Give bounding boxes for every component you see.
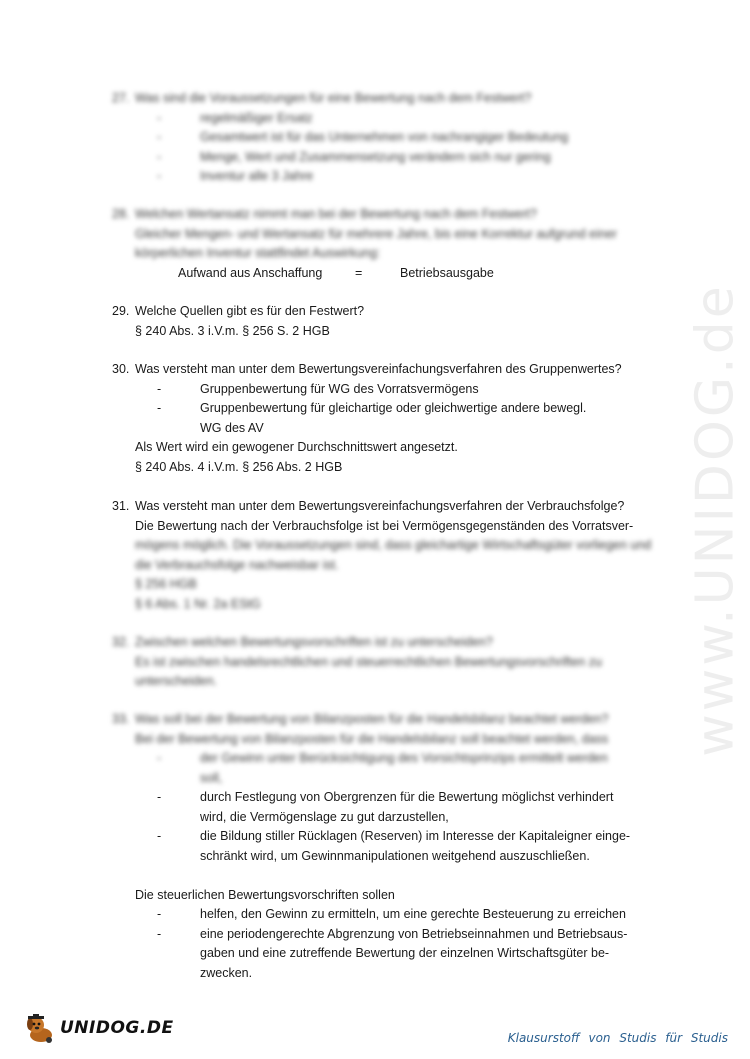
question-27 [112, 89, 672, 187]
answer-text: § 240 Abs. 3 i.V.m. § 256 S. 2 HGB [135, 323, 330, 338]
question-33 [112, 710, 672, 983]
list-item: - die Bildung stiller Rücklagen (Reserven) im Interesse der Kapitaleigner einge- [157, 829, 631, 843]
question-30 [112, 360, 672, 477]
question-number: 29. [112, 304, 130, 318]
unidog-logo[interactable] [24, 1014, 174, 1044]
list-item: - Inventur alle 3 Jahre [157, 169, 314, 183]
effect-right: Betriebsausgabe [400, 265, 494, 280]
legal-reference: § 6 Abs. 1 Nr. 2a EStG [135, 596, 261, 611]
question-text: Zwischen welchen Bewertungsvorschriften ist zu unterscheiden? [135, 635, 493, 649]
legal-reference: § 256 HGB [135, 577, 197, 591]
effect-left: Aufwand aus Anschaffung [178, 265, 323, 280]
answer-text: Als Wert wird ein gewogener Durchschnittswert angesetzt. [135, 440, 458, 454]
answer-text: körperlichen Inventur stattfindet Auswirkung: [135, 246, 381, 260]
list-item-continuation: WG des AV [200, 420, 264, 435]
question-number: 27. [112, 91, 130, 105]
question-number: 33. [112, 712, 130, 726]
answer-text: Gleicher Mengen- und Wertansatz für mehrere Jahre, bis eine Korrektur aufgrund einer [135, 226, 617, 241]
question-text: Was soll bei der Bewertung von Bilanzposten für die Handelsbilanz beachtet werden? [135, 712, 609, 726]
question-29 [112, 302, 672, 341]
list-item-continuation: zwecken. [200, 965, 253, 980]
question-text: Was versteht man unter dem Bewertungsvereinfachungsverfahren der Verbrauchsfolge? [135, 499, 625, 513]
footer-tagline: Klausurstoff von Studis für Studis [507, 1031, 728, 1045]
answer-text: Die Bewertung nach der Verbrauchsfolge ist bei Vermögensgegenständen des Vorratsver- [135, 518, 634, 533]
question-28 [112, 205, 672, 283]
list-item: - der Gewinn unter Berücksichtigung des Vorsichtsprinzips ermittelt werden [157, 751, 608, 765]
list-item-continuation: soll, [200, 770, 223, 785]
list-item: - Gruppenbewertung für gleichartige oder gleichwertige andere bewegl. [157, 401, 587, 415]
question-text: Was versteht man unter dem Bewertungsvereinfachungsverfahren des Gruppenwertes? [135, 362, 622, 376]
answer-text: Bei der Bewertung von Bilanzposten für die Handelsbilanz soll beachtet werden, dass [135, 731, 609, 746]
question-text: Was sind die Voraussetzungen für eine Bewertung nach dem Festwert? [135, 91, 532, 105]
dog-mascot-icon [24, 1014, 58, 1044]
logo-text: UNIDOG.DE [60, 1018, 174, 1039]
list-item-continuation: gaben und eine zutreffende Bewertung der einzelnen Wirtschaftsgüter be- [200, 946, 610, 960]
question-text: Welche Quellen gibt es für den Festwert? [135, 304, 365, 318]
list-item: - Menge, Wert und Zusammensetzung verändern sich nur gering [157, 149, 551, 164]
watermark: www.UNIDOG.de [685, 283, 746, 757]
list-item: - Gesamtwert ist für das Unternehmen von nachrangiger Bedeutung [157, 130, 569, 144]
list-item-continuation: schränkt wird, um Gewinnmanipulationen weitgehend auszuschließen. [200, 848, 590, 863]
list-item: - helfen, den Gewinn zu ermitteln, um eine gerechte Besteuerung zu erreichen [157, 907, 626, 921]
answer-text: mögens möglich. Die Voraussetzungen sind, dass gleichartige Wirtschaftsgüter vorliegen und [135, 538, 652, 552]
question-31 [112, 497, 672, 614]
list-item-continuation: wird, die Vermögenslage zu gut darzustellen, [200, 809, 449, 824]
list-item: - Gruppenbewertung für WG des Vorratsvermögens [157, 381, 479, 396]
legal-reference: § 240 Abs. 4 i.V.m. § 256 Abs. 2 HGB [135, 459, 343, 474]
effect-equals: = [355, 265, 363, 280]
question-text: Welchen Wertansatz nimmt man bei der Bewertung nach dem Festwert? [135, 207, 537, 221]
question-number: 32. [112, 635, 130, 649]
list-item: - regelmäßiger Ersatz [157, 110, 313, 125]
answer-text: unterscheiden. [135, 674, 218, 688]
answer-text: Es ist zwischen handelsrechtlichen und steuerrechtlichen Bewertungsvorschriften zu [135, 654, 602, 669]
answer-text: die Verbrauchsfolge nachweisbar ist. [135, 557, 339, 572]
answer-text: Die steuerlichen Bewertungsvorschriften sollen [135, 887, 395, 902]
effect-row [135, 264, 672, 284]
list-item: - eine periodengerechte Abgrenzung von Betriebseinnahmen und Betriebsaus- [157, 926, 628, 941]
list-item: - durch Festlegung von Obergrenzen für die Bewertung möglichst verhindert [157, 790, 614, 804]
question-number: 30. [112, 362, 130, 376]
question-number: 31. [112, 499, 130, 513]
question-32 [112, 633, 672, 692]
question-number: 28. [112, 207, 130, 221]
